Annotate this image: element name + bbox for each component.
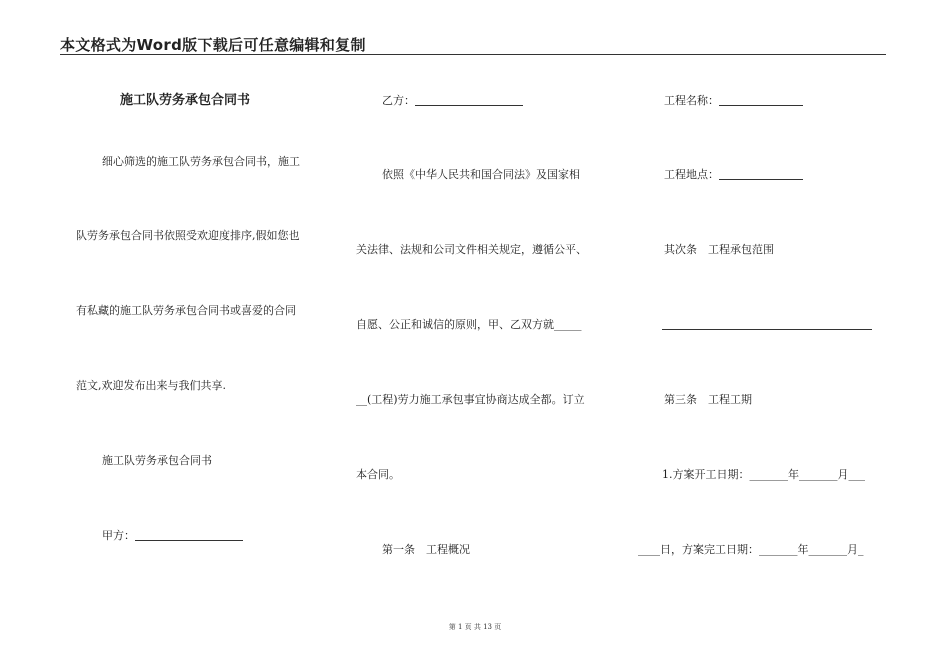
project-name-blank	[719, 94, 803, 106]
project-location-label: 工程地点：	[664, 168, 719, 181]
start-date-line: 1.方案开工日期：_______年_______月___	[662, 468, 865, 481]
article-2-heading: 其次条 工程承包范围	[664, 243, 774, 256]
intro-line-4: 范文,欢迎发布出来与我们共享.	[76, 379, 226, 392]
party-b-blank	[415, 94, 523, 106]
party-b-label: 乙方：	[382, 94, 415, 107]
intro-line-2: 队劳务承包合同书依照受欢迎度排序,假如您也	[76, 229, 300, 242]
body-line-5: 本合同。	[356, 468, 400, 481]
document-title: 施工队劳务承包合同书	[120, 93, 251, 108]
project-location-blank	[719, 168, 803, 180]
project-name-label: 工程名称：	[664, 94, 719, 107]
intro-line-1: 细心筛选的施工队劳务承包合同书，施工	[102, 155, 300, 168]
project-location-line	[664, 168, 803, 182]
body-line-2: 关法律、法规和公司文件相关规定，遵循公平、	[356, 243, 587, 256]
article-3-heading: 第三条 工程工期	[664, 393, 752, 406]
party-b-line	[382, 94, 523, 108]
scope-blank	[662, 318, 872, 330]
page-footer: 第 1 页 共 13 页	[448, 623, 502, 631]
project-name-line	[664, 94, 803, 108]
body-line-4: __(工程)劳力施工承包事宜协商达成全都。订立	[356, 393, 585, 406]
body-line-1: 依照《中华人民共和国合同法》及国家相	[382, 168, 580, 181]
column-3	[636, 0, 896, 672]
party-a-line	[102, 529, 243, 543]
article-1-heading: 第一条 工程概况	[382, 543, 470, 556]
scope-blank-line	[662, 318, 872, 332]
intro-line-3: 有私藏的施工队劳务承包合同书或喜爱的合同	[76, 304, 296, 317]
party-a-blank	[135, 529, 243, 541]
document-header: 本文格式为Word版下载后可任意编辑和复制	[60, 36, 366, 54]
party-a-label: 甲方：	[102, 529, 135, 542]
end-date-line: ____日，方案完工日期：_______年_______月_	[638, 543, 864, 556]
column-2	[356, 0, 616, 672]
body-line-3: 自愿、公正和诚信的原则，甲、乙双方就_____	[356, 318, 582, 331]
subtitle: 施工队劳务承包合同书	[102, 454, 212, 467]
column-1	[76, 0, 336, 672]
